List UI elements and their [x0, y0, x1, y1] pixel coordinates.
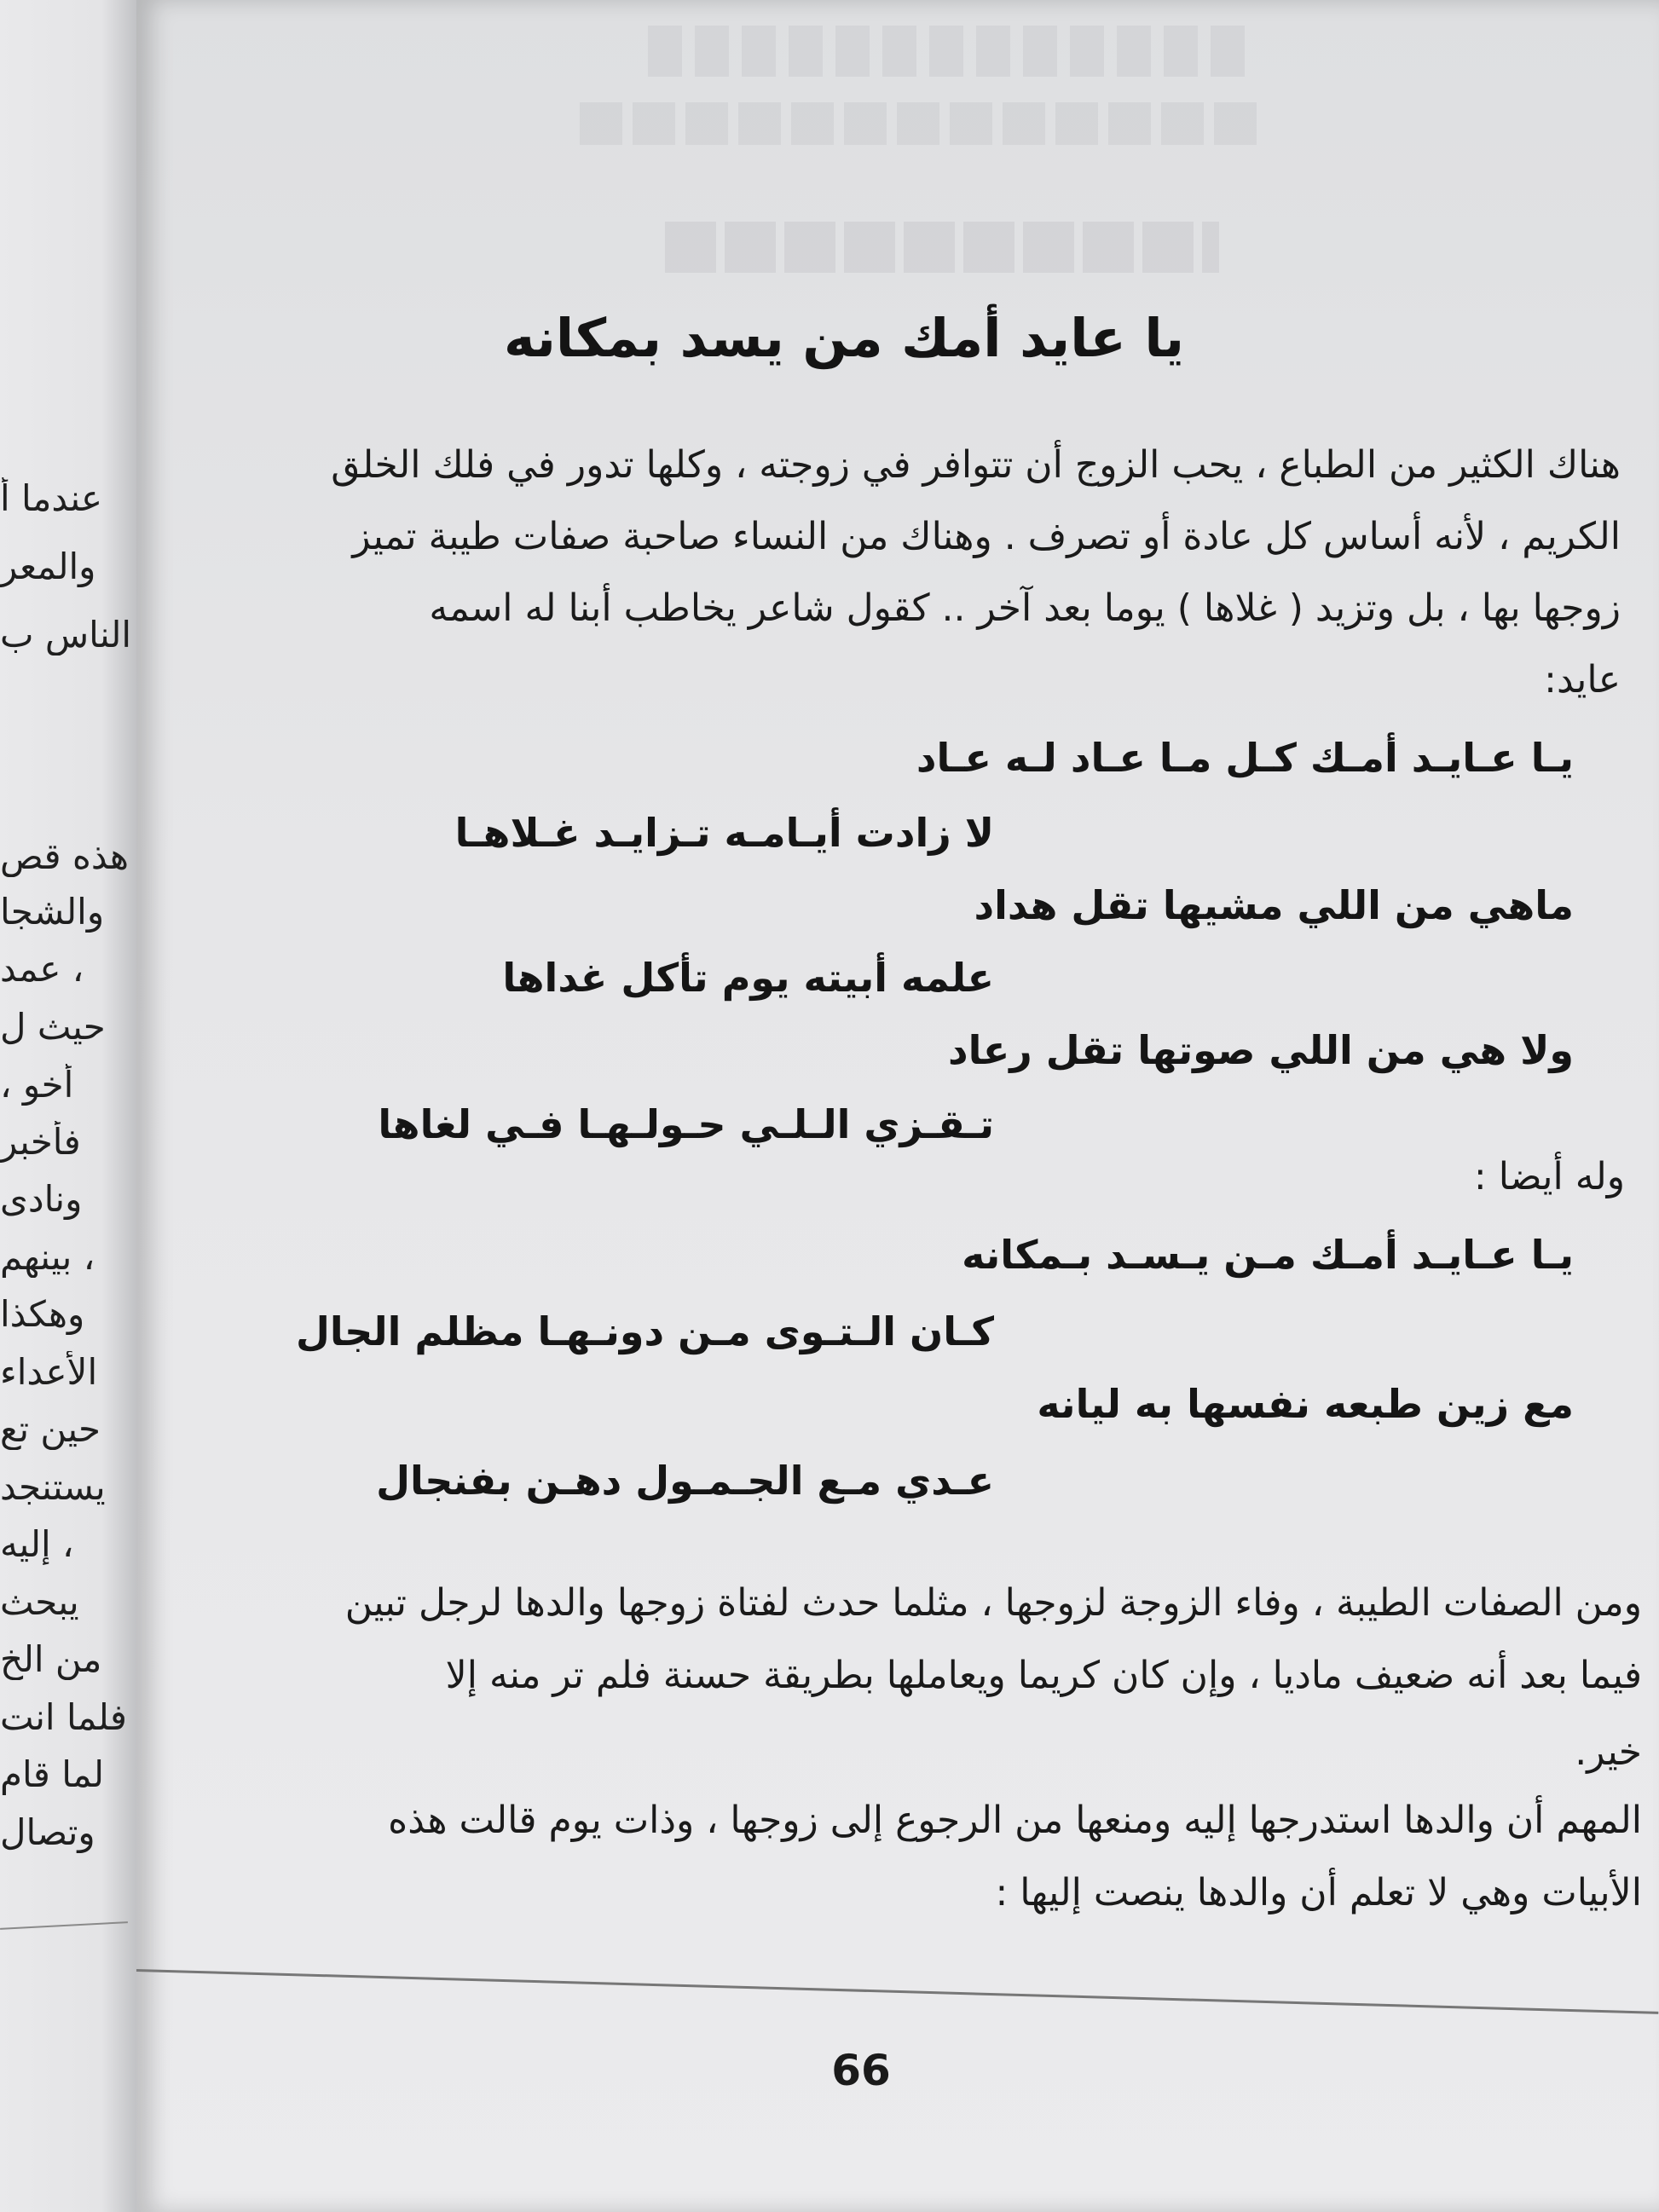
book-page	[136, 0, 1659, 2212]
poem-verse-second-half: كـان الـتـوى مـن دونـهـا مظلم الجال	[295, 1308, 994, 1354]
show-through-text	[648, 26, 1245, 77]
left-page-line: عمد ،	[0, 948, 84, 990]
poem-verse-second-half: تـقـزي الـلـي حـولـهـا فـي لغاها	[378, 1101, 994, 1147]
paragraph-line: خير.	[1575, 1730, 1642, 1774]
paragraph-line: عايد:	[1544, 658, 1621, 702]
left-page-line: لما قام	[0, 1753, 105, 1795]
left-page-line: يستنجد	[0, 1466, 106, 1508]
left-page-line: ، أخو	[0, 1064, 74, 1106]
paragraph-line: المهم أن والدها استدرجها إليه ومنعها من الرجوع إلى زوجها ، وذات يوم قالت هذه	[388, 1799, 1642, 1842]
left-page-line: والمعر	[0, 546, 96, 587]
paragraph-line: زوجها بها ، بل وتزيد ( غلاها ) يوما بعد آخر .. كقول شاعر يخاطب أبنا له اسمه	[429, 586, 1621, 630]
left-page-line: يبحث	[0, 1581, 79, 1623]
show-through-text	[665, 222, 1219, 273]
show-through-text	[580, 102, 1262, 145]
poem-verse-first-half: ماهي من اللي مشيها تقل هداد	[974, 882, 1574, 928]
left-page-line: إليه ،	[0, 1523, 74, 1565]
left-page-rule	[0, 1921, 128, 1930]
page-number: 66	[831, 2046, 891, 2095]
poem-verse-first-half: يـا عـايـد أمـك كـل مـا عـاد لـه عـاد	[916, 735, 1574, 781]
chapter-title: يا عايد أمك من يسد بمكانه	[503, 307, 1184, 369]
left-page-line: فلما انت	[0, 1696, 128, 1738]
poem-verse-second-half: لا زادت أيـامـه تـزايـد غـلاهـا	[454, 810, 994, 856]
left-page-line: هذه قص	[0, 835, 130, 877]
left-page-line: بينهم ،	[0, 1236, 95, 1278]
paragraph-line: ومن الصفات الطيبة ، وفاء الزوجة لزوجها ، مثلما حدث لفتاة زوجها والدها لرجل تبين	[344, 1581, 1642, 1625]
left-page-line: وتصال	[0, 1811, 95, 1853]
left-page-line: الناس ب	[0, 614, 132, 656]
paragraph-line: الأبيات وهي لا تعلم أن والدها ينصت إليها :	[995, 1871, 1642, 1915]
poem-verse-second-half: عـدي مـع الجـمـول دهـن بفنجال	[376, 1458, 994, 1504]
poem-intro: وله أيضا :	[1473, 1155, 1625, 1198]
left-page-line: ونادى	[0, 1178, 83, 1220]
left-page-line: الأعداء	[0, 1351, 98, 1393]
paragraph-line: فيما بعد أنه ضعيف ماديا ، وإن كان كريما ويعاملها بطريقة حسنة فلم تر منه إلا	[445, 1654, 1642, 1697]
left-page-line: حيث ل	[0, 1006, 106, 1048]
paragraph-line: هناك الكثير من الطباع ، يحب الزوج أن تتوافر في زوجته ، وكلها تدور في فلك الخلق	[331, 443, 1621, 487]
left-page-line: والشجا	[0, 891, 105, 933]
left-page-line: وهكذا	[0, 1293, 85, 1335]
poem-verse-first-half: يـا عـايـد أمـك مـن يـسـد بـمكانه	[962, 1232, 1574, 1278]
footer-rule	[136, 1969, 1658, 2014]
paragraph-line: الكريم ، لأنه أساس كل عادة أو تصرف . وهناك من النساء صاحبة صفات طيبة تميز	[352, 515, 1621, 558]
previous-page-edge	[0, 0, 145, 2212]
poem-verse-first-half: مع زين طبعه نفسها به ليانه	[1037, 1381, 1574, 1427]
left-page-line: من الخ	[0, 1638, 102, 1680]
poem-verse-second-half: علمه أبيته يوم تأكل غداها	[502, 955, 994, 1001]
left-page-line: عندما أ	[0, 477, 103, 519]
left-page-line: حين تع	[0, 1408, 101, 1450]
poem-verse-first-half: ولا هي من اللي صوتها تقل رعاد	[947, 1027, 1574, 1073]
left-page-line: فأخبر	[0, 1121, 81, 1163]
